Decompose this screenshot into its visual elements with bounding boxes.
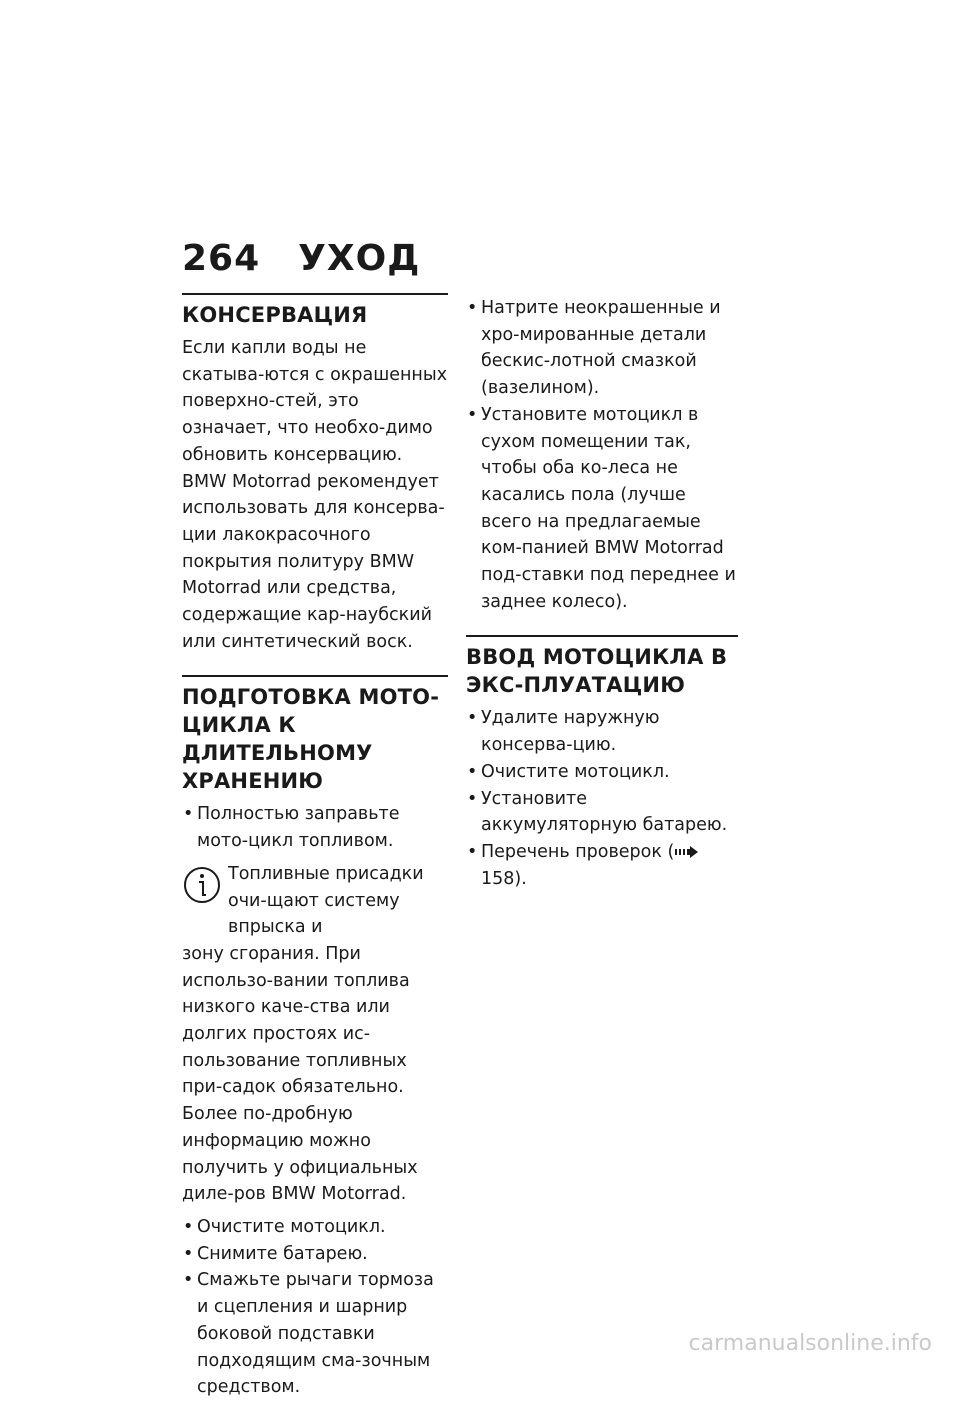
section-title-conservation: КОНСЕРВАЦИЯ: [182, 303, 368, 327]
section-divider: [182, 293, 448, 295]
recommission-list: [466, 705, 738, 892]
list-item: • Смажьте рычаги тормоза и сцепления и шарнир боковой подставки подходящим сма-зочным средством.: [183, 1270, 434, 1398]
info-note: [182, 861, 448, 1208]
storage-list-right: [466, 295, 738, 615]
page-title: УХОД: [298, 238, 421, 279]
page-reference[interactable]: 158: [481, 868, 515, 889]
list-item: • Очистите мотоцикл.: [183, 1216, 386, 1237]
right-column: [466, 293, 738, 892]
section-title-storage: ПОДГОТОВКА МОТО-ЦИКЛА К ДЛИТЕЛЬНОМУ ХРАНЕНИЮ: [182, 685, 440, 794]
list-item: • Очистите мотоцикл.: [467, 761, 670, 782]
list-item: • Снимите батарею.: [183, 1243, 368, 1264]
list-item: • Натрите неокрашенные и хро-мированные детали бескис-лотной смазкой (вазелином).: [467, 298, 721, 399]
storage-list: [182, 801, 448, 854]
page-number: 264: [182, 238, 261, 279]
left-column: [182, 293, 448, 1401]
section-divider: [466, 635, 738, 637]
conservation-text: Если капли воды не скатыва-ются с окрашенных поверхно-стей, это означает, что необхо-димо обновить консервацию. BMW Motorrad рекомендует использовать для консерва-ции лакокрасочного покрытия политуру BMW Motorrad или средства, содержащие кар-наубский или синтетический воск.: [182, 338, 448, 652]
list-item: • Полностью заправьте мото-цикл топливом.: [183, 804, 400, 852]
arrow-right-icon: [674, 845, 700, 859]
section-divider: [182, 675, 448, 677]
section-title-recommission: ВВОД МОТОЦИКЛА В ЭКС-ПЛУАТАЦИЮ: [466, 645, 728, 698]
page-header: [182, 238, 420, 279]
list-item: • Установите аккумуляторную батарею.: [467, 788, 728, 836]
note-text: зону сгорания. При использо-вании топлива низкого каче-ства или долгих простоях ис-пользование топливных при-садок обязательно. Более по-дробную информацию можно получить у официальных диле-ров BMW Motorrad.: [182, 943, 418, 1205]
list-item: • Установите мотоцикл в сухом помещении так, чтобы оба ко-леса не касались пола (лучше всего на предлагаемые ком-панией BMW Motorrad под-ставки под переднее и заднее колесо).: [467, 404, 736, 612]
info-icon: [182, 865, 222, 905]
watermark: carmanualsonline.info: [688, 1331, 932, 1356]
list-item: • Удалите наружную консерва-цию.: [467, 708, 660, 756]
list-item: • Перечень проверок ( 158).: [466, 839, 738, 892]
note-text-first: Топливные присадки очи-щают систему впрыска и: [228, 863, 424, 938]
storage-list-continued: [182, 1214, 448, 1401]
